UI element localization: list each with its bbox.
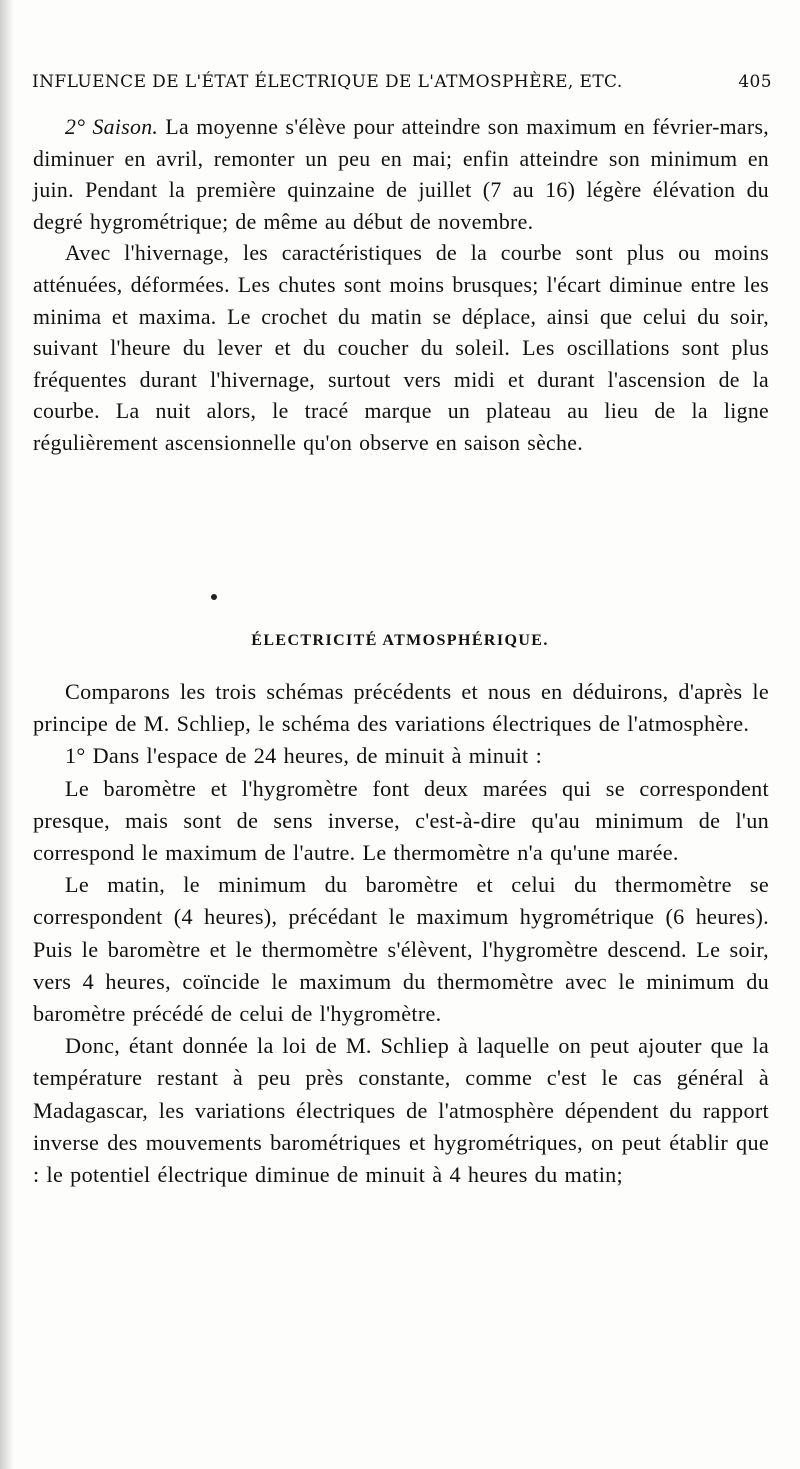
page-number: 405 (738, 72, 772, 92)
running-head-title: INFLUENCE DE L'ÉTAT ÉLECTRIQUE DE L'ATMOSPHÈRE, ETC. (32, 72, 623, 92)
paragraph-matin: Le matin, le minimum du baromètre et celui du thermomètre se correspondent (4 heures), précédant le maximum hygrométrique (6 heures). Puis le baromètre et le thermomètre s'élèvent, l'hygromètre descend. Le soir, vers 4 heures, coïncide le maximum du thermomètre avec le minimum du baromètre précédé de celui de l'hygromètre. (33, 872, 769, 1027)
section-electricite (33, 676, 769, 1191)
paragraph-comparons: Comparons les trois schémas précédents et nous en déduirons, d'après le principe de M. Schliep, le schéma des variations électriques de l'atmosphère. (33, 679, 769, 737)
paragraph-donc: Donc, étant donnée la loi de M. Schliep à laquelle on peut ajouter que la température restant à peu près constante, comme c'est le cas général à Madagascar, les variations électriques de l'atmosphère dépendent du rapport inverse des mouvements barométriques et hygrométriques, on peut établir que : le potentiel électrique diminue de minuit à 4 heures du matin; (33, 1033, 769, 1188)
section-saison (33, 112, 769, 460)
paragraph-espace: 1° Dans l'espace de 24 heures, de minuit à minuit : (65, 743, 543, 769)
ink-dot (211, 594, 217, 600)
section-heading (0, 632, 800, 650)
paragraph-saison (33, 112, 769, 238)
page-edge-shadow (0, 0, 14, 1469)
saison-lead: 2° Saison. (65, 115, 159, 139)
paragraph-barometre: Le baromètre et l'hygromètre font deux marées qui se correspondent presque, mais sont de sens inverse, c'est-à-dire qu'au minimum de l'un correspond le maximum de l'autre. Le thermomètre n'a qu'une marée. (33, 775, 769, 866)
saison-text: La moyenne s'élève pour atteindre son maximum en février-mars, diminuer en avril, remonter un peu en mai; enfin atteindre son minimum en juin. Pendant la première quinzaine de juillet (7 au 16) légère élévation du degré hygrométrique; de même au début de novembre. (33, 115, 769, 234)
running-head (32, 72, 772, 106)
paragraph-hivernage: Avec l'hivernage, les caractéristiques de la courbe sont plus ou moins atténuées, déformées. Les chutes sont moins brusques; l'écart diminue entre les minima et maxima. Le crochet du matin se déplace, ainsi que celui du soir, suivant l'heure du lever et du coucher du soleil. Les oscillations sont plus fréquentes durant l'hivernage, surtout vers midi et durant l'ascension de la courbe. La nuit alors, le tracé marque un plateau au lieu de la ligne régulièrement ascensionnelle qu'on observe en saison sèche. (33, 241, 769, 455)
section-heading-text: ÉLECTRICITÉ ATMOSPHÉRIQUE. (251, 632, 549, 649)
